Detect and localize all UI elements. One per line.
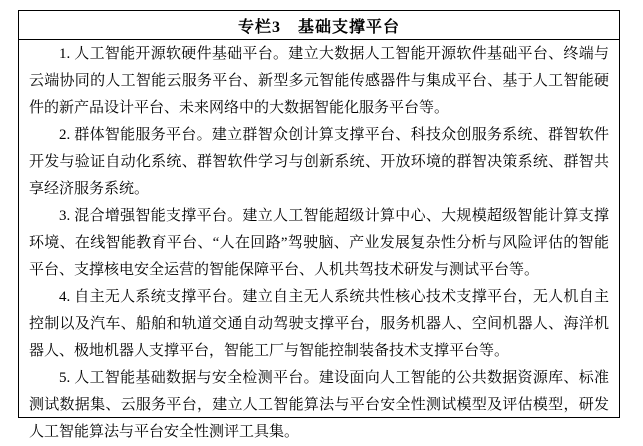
- paragraph-3: 3. 混合增强智能支撑平台。建立人工智能超级计算中心、大规模超级智能计算支撑环境、在线智能教育平台、“人在回路”驾驶脑、产业发展复杂性分析与风险评估的智能平台、支撑核电安全运营的智能保障平台、人机共驾技术研发与测试平台等。: [29, 208, 609, 278]
- box-title: 专栏3 基础支撑平台: [19, 11, 619, 40]
- paragraph-4: 4. 自主无人系统支撑平台。建立自主无人系统共性核心技术支撑平台，无人机自主控制以及汽车、船舶和轨道交通自动驾驶支撑平台，服务机器人、空间机器人、海洋机器人、极地机器人支撑平台，智能工厂与智能控制装备技术支撑平台等。: [29, 289, 609, 359]
- box-body: [19, 40, 619, 446]
- paragraph-2: 2. 群体智能服务平台。建立群智众创计算支撑平台、科技众创服务系统、群智软件开发与验证自动化系统、群智软件学习与创新系统、开放环境的群智决策系统、群智共享经济服务系统。: [29, 127, 609, 197]
- column-box: [18, 10, 620, 440]
- paragraph-1: 1. 人工智能开源软硬件基础平台。建立大数据人工智能开源软件基础平台、终端与云端协同的人工智能云服务平台、新型多元智能传感器件与集成平台、基于人工智能硬件的新产品设计平台、未来网络中的大数据智能化服务平台等。: [29, 46, 609, 116]
- paragraph-5: 5. 人工智能基础数据与安全检测平台。建设面向人工智能的公共数据资源库、标准测试数据集、云服务平台，建立人工智能算法与平台安全性测试模型及评估模型，研发人工智能算法与平台安全性测评工具集。: [29, 370, 609, 440]
